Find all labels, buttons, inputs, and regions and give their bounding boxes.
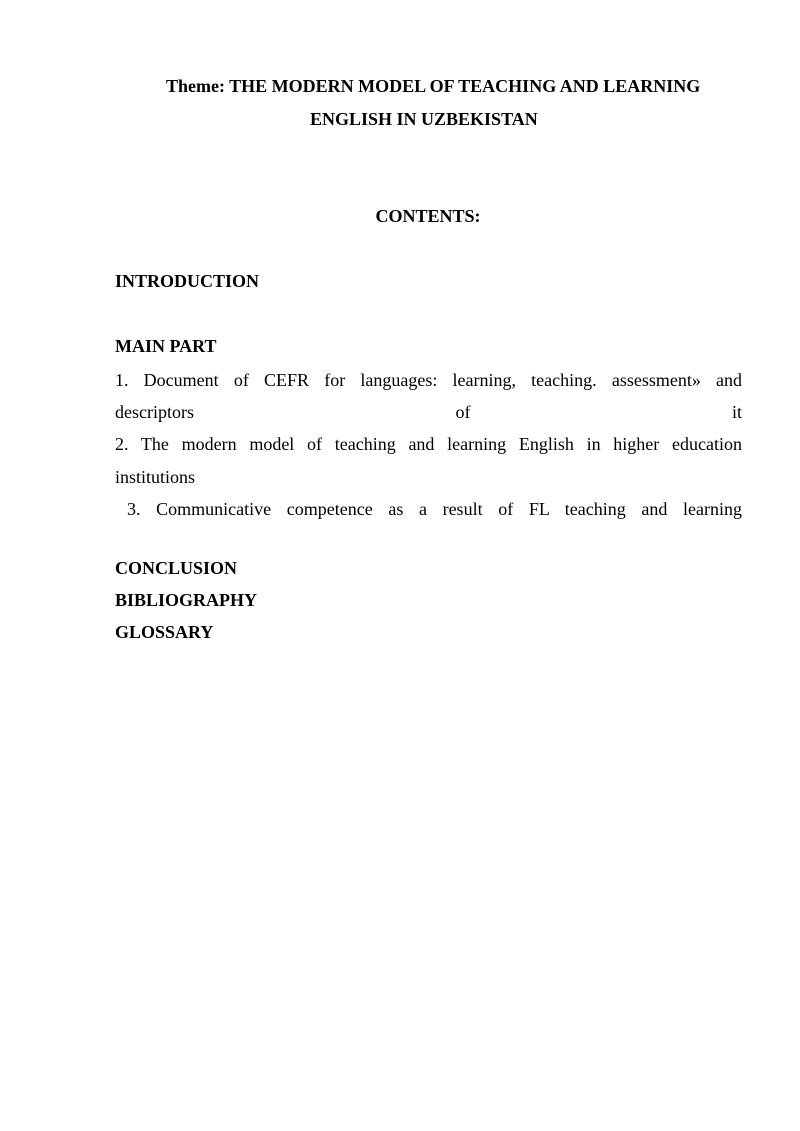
- contents-heading: CONTENTS:: [375, 206, 481, 226]
- toc-bibliography: BIBLIOGRAPHY: [115, 590, 258, 610]
- theme-title-line-2: ENGLISH IN UZBEKISTAN: [310, 109, 538, 129]
- toc-item-2-line-1: 2. The modern model of teaching and learning English in higher education: [115, 434, 742, 454]
- toc-item-3: 3. Communicative competence as a result of FL teaching and learning: [127, 499, 742, 519]
- toc-item-1-line-1: 1. Document of CEFR for languages: learning, teaching. assessment» and: [115, 370, 742, 390]
- theme-title-line-1: Theme: THE MODERN MODEL OF TEACHING AND LEARNING: [166, 76, 701, 96]
- toc-introduction: INTRODUCTION: [115, 271, 260, 291]
- toc-glossary: GLOSSARY: [115, 622, 214, 642]
- toc-main-part: MAIN PART: [115, 336, 217, 356]
- toc-item-2-line-2: institutions: [115, 467, 196, 487]
- toc-conclusion: CONCLUSION: [115, 558, 238, 578]
- toc-item-1-line-2: descriptors of it: [115, 402, 742, 422]
